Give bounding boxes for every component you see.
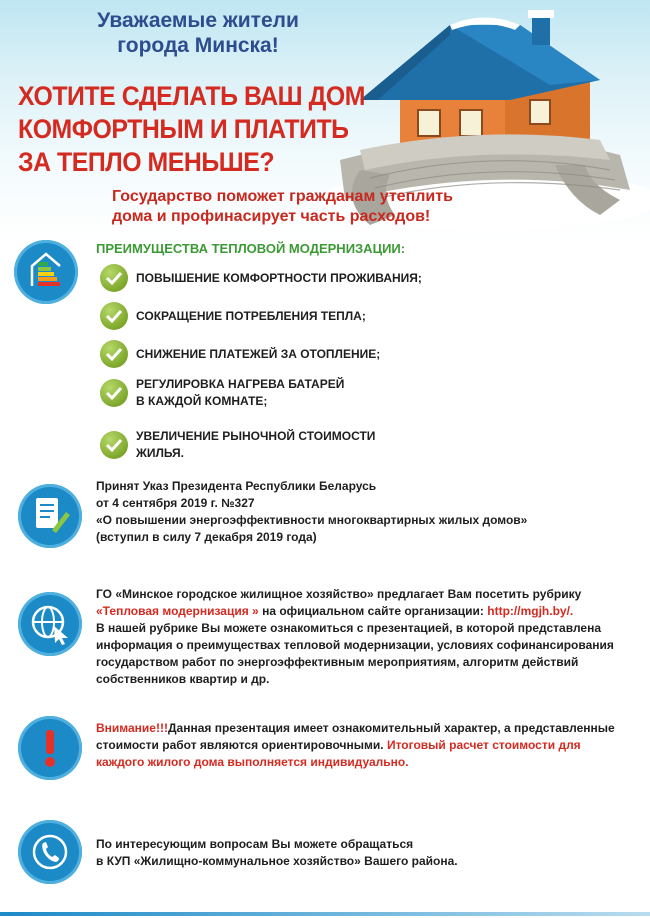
website-line-6: собственников квартир и др. xyxy=(96,672,270,686)
advantage-text: СНИЖЕНИЕ ПЛАТЕЖЕЙ ЗА ОТОПЛЕНИЕ; xyxy=(136,346,381,361)
gov-line-2: дома и профинасирует часть расходов! xyxy=(112,208,431,225)
headline-line-2: КОМФОРТНЫМ И ПЛАТИТЬ xyxy=(18,114,349,144)
warning-block xyxy=(96,720,615,771)
warning-line-1-rest: Данная презентация имеет ознакомительный характер, а представленные xyxy=(167,721,615,735)
advantage-text: СОКРАЩЕНИЕ ПОТРЕБЛЕНИЯ ТЕПЛА; xyxy=(136,308,366,323)
exclamation-icon xyxy=(18,716,82,780)
rubric-link[interactable]: «Тепловая модернизация » xyxy=(96,604,259,618)
website-line-1: ГО «Минское городское жилищное хозяйство» предлагает Вам посетить рубрику xyxy=(96,587,582,601)
greeting-line-1: Уважаемые жители xyxy=(97,9,299,32)
advantage-item xyxy=(100,302,366,330)
advantage-text: РЕГУЛИРОВКА НАГРЕВА БАТАРЕЙ xyxy=(136,377,345,391)
advantage-item xyxy=(100,264,422,292)
phone-icon xyxy=(18,820,82,884)
contact-line-2: в КУП «Жилищно-коммунальное хозяйство» Вашего района. xyxy=(96,854,458,868)
advantage-item xyxy=(100,340,380,368)
advantage-text: УВЕЛИЧЕНИЕ РЫНОЧНОЙ СТОИМОСТИ xyxy=(136,429,376,443)
warning-line-2-black: стоимости работ являются ориентировочными. xyxy=(96,738,387,752)
government-support-text xyxy=(112,187,572,227)
website-line-5: государством работ по энергоэффективным мероприятиям, алгоритм действий xyxy=(96,655,579,669)
advantage-item xyxy=(100,376,344,410)
check-icon xyxy=(100,431,128,459)
greeting-line-2: города Минска! xyxy=(117,34,279,57)
decree-line-3: «О повышении энергоэффективности многоквартирных жилых домов» xyxy=(96,513,528,527)
advantage-item xyxy=(100,428,375,462)
advantages-title: ПРЕИМУЩЕСТВА ТЕПЛОВОЙ МОДЕРНИЗАЦИИ: xyxy=(96,241,406,256)
advantage-text-line-2: В КАЖДОЙ КОМНАТЕ; xyxy=(136,394,268,408)
check-icon xyxy=(100,340,128,368)
energy-efficiency-icon xyxy=(14,240,78,304)
bottom-divider xyxy=(0,912,650,916)
website-line-3: В нашей рубрике Вы можете ознакомиться с презентацией, в которой представлена xyxy=(96,621,602,635)
headline-line-1: ХОТИТЕ СДЕЛАТЬ ВАШ ДОМ xyxy=(18,81,365,111)
check-icon xyxy=(100,379,128,407)
attention-label: Внимание!!! xyxy=(96,721,168,735)
website-line-2-mid: на официальном сайте организации: xyxy=(258,604,488,618)
warning-line-2-red: Итоговый расчет стоимости для xyxy=(386,738,581,752)
decree-line-2: от 4 сентября 2019 г. №327 xyxy=(96,496,255,510)
contact-block xyxy=(96,836,458,870)
check-icon xyxy=(100,302,128,330)
advantage-text-line-2: ЖИЛЬЯ. xyxy=(136,446,185,460)
headline xyxy=(18,80,368,179)
globe-cursor-icon xyxy=(18,592,82,656)
decree-block xyxy=(96,478,527,546)
gov-line-1: Государство поможет гражданам утеплить xyxy=(112,188,453,205)
contact-line-1: По интересующим вопросам Вы можете обращаться xyxy=(96,837,414,851)
decree-line-4: (вступил в силу 7 декабря 2019 года) xyxy=(96,530,317,544)
website-block xyxy=(96,586,614,688)
headline-line-3: ЗА ТЕПЛО МЕНЬШЕ? xyxy=(18,147,275,177)
document-pen-icon xyxy=(18,484,82,548)
check-icon xyxy=(100,264,128,292)
decree-line-1: Принят Указ Президента Республики Беларусь xyxy=(96,479,377,493)
greeting xyxy=(68,8,328,58)
website-line-4: информация о преимуществах тепловой модернизации, условиях софинансирования xyxy=(96,638,614,652)
advantage-text: ПОВЫШЕНИЕ КОМФОРТНОСТИ ПРОЖИВАНИЯ; xyxy=(136,270,422,285)
warning-line-3: каждого жилого дома выполняется индивидуально. xyxy=(96,755,409,769)
website-url-link[interactable]: http://mgjh.by/. xyxy=(487,604,574,618)
